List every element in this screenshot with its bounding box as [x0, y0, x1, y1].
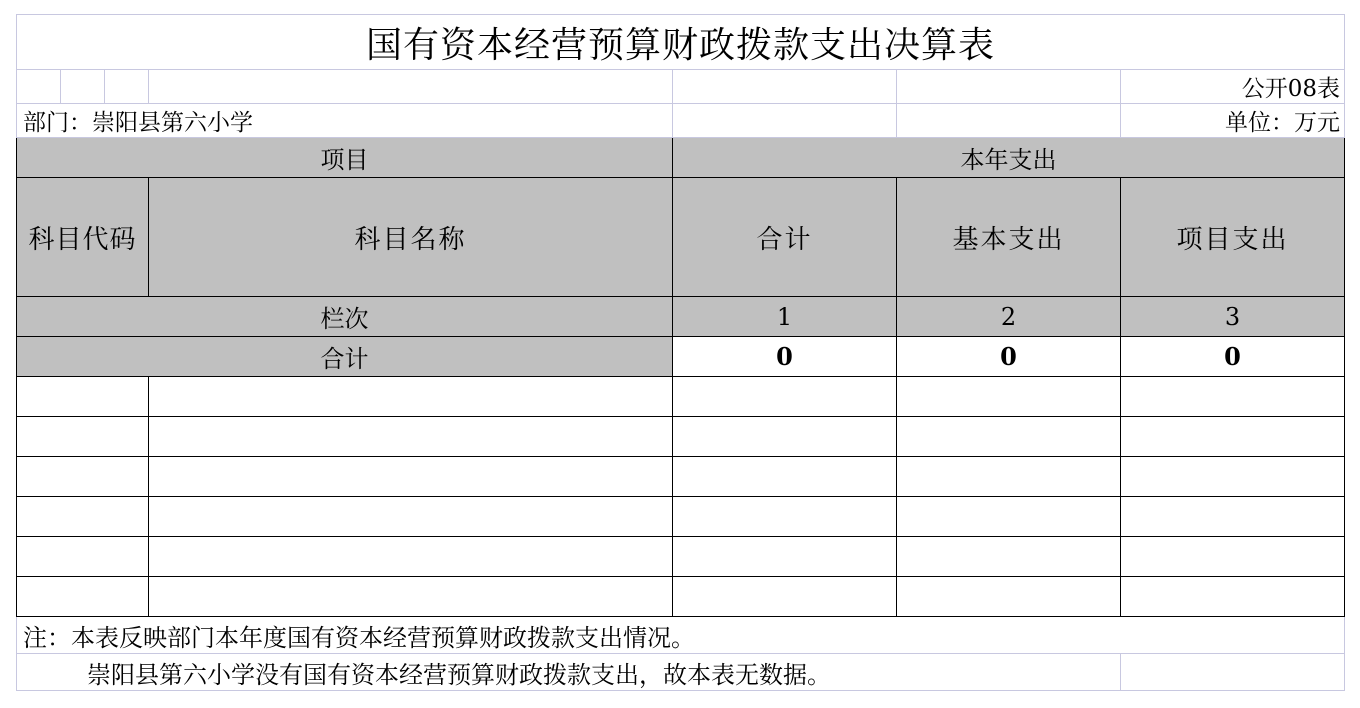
empty-cell [149, 377, 673, 417]
header-item: 项目 [17, 138, 673, 178]
empty-cell [897, 377, 1121, 417]
page-title: 国有资本经营预算财政拨款支出决算表 [17, 15, 1345, 70]
empty-cell [149, 577, 673, 617]
empty-cell [149, 497, 673, 537]
table-code: 公开08表 [1121, 70, 1345, 104]
basic-expense-value: 0 [897, 337, 1121, 377]
table-row [17, 577, 1345, 617]
empty-cell [897, 104, 1121, 138]
empty-cell [17, 577, 149, 617]
empty-cell [149, 70, 673, 104]
empty-cell [1121, 377, 1345, 417]
note-line-2: 崇阳县第六小学没有国有资本经营预算财政拨款支出，故本表无数据。 [17, 654, 1121, 691]
empty-cell [673, 457, 897, 497]
project-expense-value: 0 [1121, 337, 1345, 377]
budget-table [16, 14, 1345, 691]
empty-cell [897, 457, 1121, 497]
empty-cell [17, 70, 61, 104]
empty-cell [1121, 654, 1345, 691]
empty-cell [897, 537, 1121, 577]
empty-cell [17, 497, 149, 537]
empty-cell [17, 457, 149, 497]
empty-cell [673, 577, 897, 617]
column-index-3: 3 [1121, 297, 1345, 337]
empty-cell [105, 70, 149, 104]
empty-cell [17, 417, 149, 457]
header-current-year-expense: 本年支出 [673, 138, 1345, 178]
table-row [17, 377, 1345, 417]
total-value: 0 [673, 337, 897, 377]
empty-cell [1121, 457, 1345, 497]
empty-cell [897, 70, 1121, 104]
unit-label: 单位：万元 [1121, 104, 1345, 138]
empty-cell [149, 537, 673, 577]
empty-cell [149, 457, 673, 497]
department-label: 部门：崇阳县第六小学 [17, 104, 673, 138]
empty-cell [673, 497, 897, 537]
empty-cell [149, 417, 673, 457]
empty-cell [17, 377, 149, 417]
total-row-label: 合计 [17, 337, 673, 377]
column-index-label: 栏次 [17, 297, 673, 337]
empty-cell [1121, 497, 1345, 537]
header-total: 合计 [673, 178, 897, 297]
header-subject-code: 科目代码 [17, 178, 149, 297]
empty-cell [673, 70, 897, 104]
empty-cell [17, 537, 149, 577]
empty-cell [673, 104, 897, 138]
spreadsheet [16, 14, 1344, 691]
table-row [17, 497, 1345, 537]
header-project-expense: 项目支出 [1121, 178, 1345, 297]
empty-cell [673, 537, 897, 577]
empty-cell [897, 497, 1121, 537]
empty-cell [897, 417, 1121, 457]
column-index-1: 1 [673, 297, 897, 337]
empty-cell [1121, 537, 1345, 577]
empty-cell [1121, 417, 1345, 457]
table-row [17, 457, 1345, 497]
header-basic-expense: 基本支出 [897, 178, 1121, 297]
table-row [17, 537, 1345, 577]
note-line-1: 注：本表反映部门本年度国有资本经营预算财政拨款支出情况。 [17, 617, 1345, 654]
column-index-2: 2 [897, 297, 1121, 337]
empty-cell [61, 70, 105, 104]
table-row [17, 417, 1345, 457]
header-subject-name: 科目名称 [149, 178, 673, 297]
empty-cell [1121, 577, 1345, 617]
empty-cell [897, 577, 1121, 617]
empty-cell [673, 417, 897, 457]
empty-cell [673, 377, 897, 417]
